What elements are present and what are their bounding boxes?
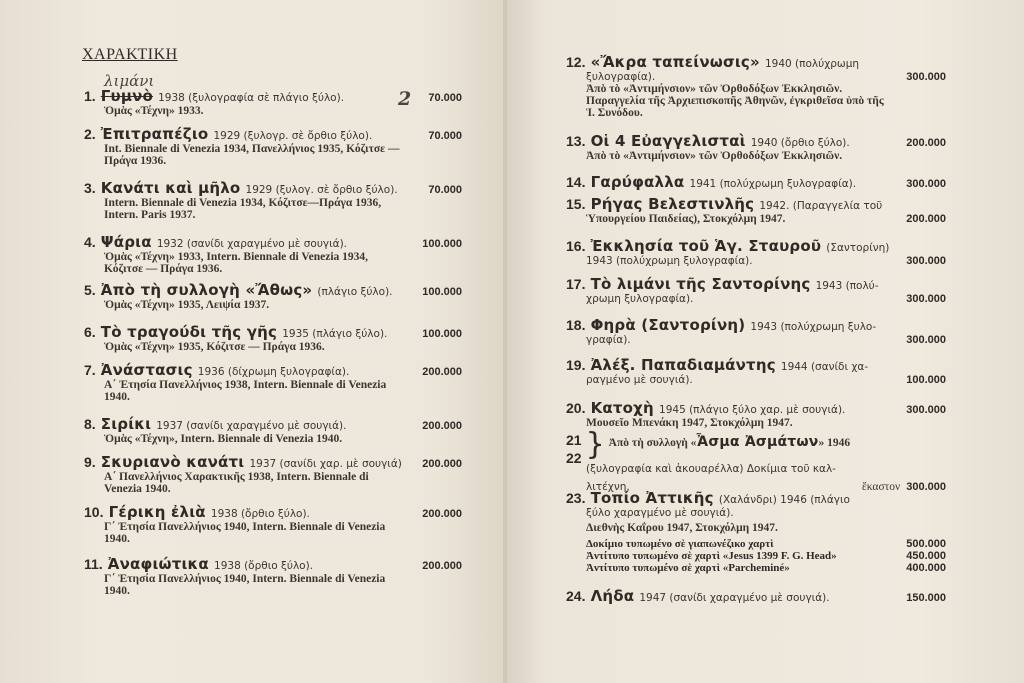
item-detail: 1945 (πλάγιο ξύλο χαρ. μὲ σουγιά). [659, 404, 846, 416]
item-number: 16. [566, 238, 586, 254]
item-note: Ὁμὰς «Τέχνη» 1933. [104, 105, 204, 117]
item-price: 200.000 [422, 458, 462, 470]
item-number: 22 [566, 450, 582, 466]
item-detail: 1943 (πολύχρωμη ξυλογραφία). [586, 255, 753, 267]
handwritten-price-correction: 2 [398, 88, 412, 110]
catalog-item [84, 554, 462, 597]
item-title: Ἀναφιώτικα [107, 555, 209, 573]
item-title: Σκυριανὸ κανάτι [100, 453, 245, 471]
item-number: 7. [84, 362, 96, 378]
item-price: 300.000 [906, 481, 946, 493]
item-title: Ἐπιτραπέζιο [100, 125, 209, 143]
item-note: Ὁμὰς «Τέχνη», Intern. Biennale di Venezia 1940. [104, 433, 343, 445]
item-detail: χρωμη ξυλογραφία). [586, 293, 694, 305]
item-price: 150.000 [906, 592, 946, 604]
item-number: 12. [566, 54, 586, 70]
item-title: Τοπίο Ἀττικῆς [590, 489, 714, 507]
item-number: 14. [566, 174, 586, 190]
item-detail: 1938 (ὄρθιο ξύλο). [214, 560, 314, 572]
item-note: Intern. Biennale di Venezia 1934, Κόζιτσε—Πράγα 1936, Intern. Paris 1937. [104, 197, 382, 221]
item-number: 5. [84, 282, 96, 298]
item-number: 3. [84, 180, 96, 196]
item-price: 100.000 [422, 238, 462, 250]
item-number: 13. [566, 133, 586, 149]
item-number: 6. [84, 324, 96, 340]
catalog-item [84, 414, 462, 445]
item-title: Λήδα [590, 587, 635, 605]
catalog-item [84, 452, 462, 495]
catalog-item-21-22: 21 22 } Ἀπὸ τὴ συλλογὴ «Ἆσμα Ἀσμάτων» 1946 (ξυλογραφία καὶ ἀκουαρέλλα) Δοκίμια τοῦ καλ- λιτέχνη. ἕκαστον 300.000 [566, 427, 946, 493]
item-detail: 1940 (ὄρθιο ξύλο). [750, 137, 850, 149]
item-note: Ὁμὰς «Τέχνη» 1933, Intern. Biennale di Venezia 1934, Κόζιτσε — Πράγα 1936. [104, 251, 369, 275]
item-number: 15. [566, 196, 586, 212]
catalog-item [84, 360, 462, 403]
catalog-item [566, 274, 946, 305]
item-price: 100.000 [422, 328, 462, 340]
item-title: Τὸ τραγούδι τῆς γῆς [100, 323, 278, 341]
item-price: 200.000 [422, 366, 462, 378]
item-note: Ὁμὰς «Τέχνη» 1935, Κόζιτσε — Πράγα 1936. [104, 341, 325, 353]
item-detail: Ὑπουργείου Παιδείας), Στοκχόλμη 1947. [586, 213, 786, 225]
item-detail: ξυλογραφία). [586, 71, 656, 83]
item-title: Ἀλέξ. Παπαδιαμάντης [590, 356, 776, 374]
item-note: Γ΄ Ἐτησία Πανελλήνιος 1940, Intern. Biennale di Venezia 1940. [104, 573, 386, 597]
variant-row: Δοκίμιο τυπωμένο σὲ γιαπωνέζικο χαρτὶ 500.000 [586, 538, 946, 550]
item-price: 300.000 [906, 178, 946, 190]
catalog-item [566, 355, 946, 386]
item-number: 19. [566, 357, 586, 373]
item-note: Ἀπὸ τὸ «Ἀντιμήνσιον» τῶν Ὀρθοδόξων Ἐκκλησιῶν. Παραγγελία τῆς Ἀρχιεπισκοπῆς Ἀθηνῶν, ἐγκριθεῖσα ὑπὸ τῆς Ἱ. Συνόδου. [586, 83, 884, 119]
item-title: «Ἄκρα ταπείνωσις» [590, 53, 760, 71]
item-detail: 1941 (πολύχρωμη ξυλογραφία). [689, 178, 857, 190]
item-title: Οἱ 4 Εὐαγγελισταὶ [590, 132, 746, 150]
catalog-item [566, 398, 946, 429]
item-title: Ρήγας Βελεστινλῆς [590, 195, 755, 213]
item-number: 11. [84, 556, 103, 572]
handwritten-correction: λιμάνι [104, 72, 155, 90]
item-price: 300.000 [906, 255, 946, 267]
item-number: 4. [84, 234, 96, 250]
item-price: 200.000 [422, 420, 462, 432]
catalog-item [84, 178, 462, 221]
item-detail: 1932 (σανίδι χαραγμένο μὲ σουγιά). [156, 238, 348, 250]
item-price: 300.000 [906, 71, 946, 83]
item-detail: 1938 (ξυλογραφία σὲ πλάγιο ξύλο). [158, 92, 345, 104]
item-number: 9. [84, 454, 96, 470]
item-note: Α΄ Ἐτησία Πανελλήνιος 1938, Intern. Biennale di Venezia 1940. [104, 379, 387, 403]
item-note: Int. Biennale di Venezia 1934, Πανελλήνιος 1935, Κόζιτσε — Πράγα 1936. [104, 143, 400, 167]
item-number: 10. [84, 504, 104, 520]
item-number: 17. [566, 276, 586, 292]
item-detail: 1942. (Παραγγελία τοῦ [759, 200, 883, 212]
catalog-item-23: 23. Τοπίο Ἀττικῆς (Χαλάνδρι) 1946 (πλάγιο ξύλο χαραγμένο μὲ σουγιά). Διεθνὴς Καΐρου 1947, Στοκχόλμη 1947. Δοκίμιο τυπωμένο σὲ γιαπωνέζικο χαρτὶ 500.000 Ἀντίτυπο τυπωμένο σὲ χαρτὶ «Jesus 1399 F. G. Head» 450.000 Ἀντίτυπο τυπωμένο σὲ χαρτὶ «Parcheminé» 400.000 [566, 489, 946, 574]
catalog-item [566, 194, 946, 225]
page-fold [503, 0, 507, 683]
item-title: Γυμνὸ [100, 87, 154, 105]
item-title: Ψάρια [100, 233, 152, 251]
catalog-item [84, 502, 462, 545]
item-detail: ραγμένο μὲ σουγιά). [586, 374, 693, 386]
item-title: Ἀπὸ τὴ συλλογὴ «Ἄθως» [100, 281, 313, 299]
item-price: 70.000 [428, 92, 462, 104]
item-title: Γαρύφαλλα [590, 173, 685, 191]
item-price: 300.000 [906, 334, 946, 346]
catalog-item [566, 131, 946, 162]
catalog-item [84, 124, 462, 167]
item-detail: 1929 (ξυλογρ. σὲ ὄρθιο ξύλο). [213, 130, 373, 142]
item-number: 2. [84, 126, 96, 142]
item-detail: 1929 (ξυλογ. σὲ ὄρθιο ξύλο). [245, 184, 398, 196]
item-title: Τὸ λιμάνι τῆς Σαντορίνης [590, 275, 811, 293]
item-note: Α΄ Πανελλήνιος Χαρακτικῆς 1938, Intern. Biennale di Venezia 1940. [104, 471, 369, 495]
item-number: 1. [84, 88, 96, 104]
item-title: Ἀνάστασις [100, 361, 193, 379]
item-price: 200.000 [422, 560, 462, 572]
item-note: Ὁμὰς «Τέχνη» 1935, Λειψία 1937. [104, 299, 270, 311]
item-detail: γραφία). [586, 334, 631, 346]
item-detail: 1935 (πλάγιο ξύλο). [282, 328, 388, 340]
item-detail: (Σαντορίνη) [826, 242, 890, 254]
catalog-item [566, 315, 946, 346]
item-title: Σιρίκι [100, 415, 152, 433]
brace-icon: } [585, 427, 605, 462]
item-note: Μουσεῖο Μπενάκη 1947, Στοκχόλμη 1947. [586, 417, 793, 429]
item-note: Ἀπὸ τὸ «Ἀντιμήνσιον» τῶν Ὀρθοδόξων Ἐκκλησιῶν. [586, 150, 843, 162]
item-detail: 1936 (δίχρωμη ξυλογραφία). [197, 366, 350, 378]
item-detail: (πλάγιο ξύλο). [317, 286, 393, 298]
item-detail: 1940 (πολύχρωμη [765, 58, 860, 70]
catalog-item [566, 52, 946, 119]
item-price: 70.000 [428, 130, 462, 142]
item-detail: 1943 (πολύ- [815, 280, 879, 292]
item-detail: 1944 (σανίδι χα- [780, 361, 869, 373]
item-number: 21 [566, 432, 582, 448]
item-title: Φηρὰ (Σαντορίνη) [590, 316, 746, 334]
item-price: 300.000 [906, 404, 946, 416]
item-detail: 1937 (σανίδι χαραγμένο μὲ σουγιά). [156, 420, 347, 432]
item-title: Ἆσμα Ἀσμάτων [696, 434, 819, 450]
catalog-item [84, 86, 462, 117]
item-title: Γέρικη ἐλιὰ [108, 503, 206, 521]
catalog-item [566, 236, 946, 267]
item-detail: 1938 (ὄρθιο ξύλο). [210, 508, 310, 520]
item-title: Κανάτι καὶ μῆλο [100, 179, 241, 197]
item-number: 18. [566, 317, 586, 333]
item-price: 70.000 [428, 184, 462, 196]
item-detail: 1943 (πολύχρωμη ξυλο- [750, 321, 877, 333]
item-price: 200.000 [906, 213, 946, 225]
item-title: Ἐκκλησία τοῦ Ἁγ. Σταυροῦ [590, 237, 822, 255]
item-price: 100.000 [422, 286, 462, 298]
item-price: 200.000 [906, 137, 946, 149]
item-price: 200.000 [422, 508, 462, 520]
item-number: 8. [84, 416, 96, 432]
item-price: 100.000 [906, 374, 946, 386]
catalog-item [84, 232, 462, 275]
item-price: 300.000 [906, 293, 946, 305]
section-heading: ΧΑΡΑΚΤΙΚΗ [82, 46, 178, 63]
item-note: Γ΄ Ἐτησία Πανελλήνιος 1940, Intern. Biennale di Venezia 1940. [104, 521, 386, 545]
item-title: Κατοχὴ [590, 399, 654, 417]
catalog-item [84, 280, 462, 311]
variant-row: Ἀντίτυπο τυπωμένο σὲ χαρτὶ «Parcheminé» 400.000 [586, 562, 946, 574]
item-number: 20. [566, 400, 586, 416]
catalog-item [84, 322, 462, 353]
variant-row: Ἀντίτυπο τυπωμένο σὲ χαρτὶ «Jesus 1399 F. G. Head» 450.000 [586, 550, 946, 562]
catalog-item-24: 24. Λήδα 1947 (σανίδι χαραγμένο μὲ σουγιά). 150.000 [566, 587, 946, 605]
item-detail: 1937 (σανίδι χαρ. μὲ σουγιά) [249, 458, 402, 470]
catalog-item [566, 172, 946, 191]
